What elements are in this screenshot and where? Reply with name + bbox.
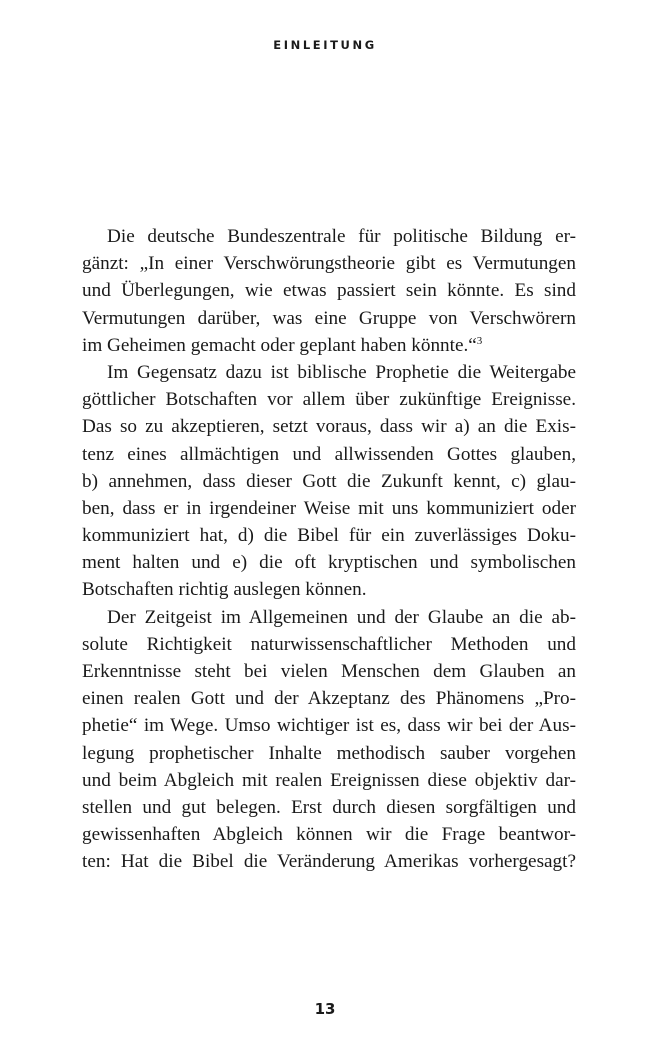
text-line: Erkenntnisse steht bei vielen Menschen dem Glauben an [82,661,576,682]
text-line: ten: Hat die Bibel die Veränderung Amerikas vorhergesagt? [82,851,576,873]
text-line: und Überlegungen, wie etwas passiert sein könnte. Es sind [82,280,576,302]
text-line-content: im Geheimen gemacht oder geplant haben könnte.“ [82,334,477,356]
text-line: Das so zu akzeptieren, setzt voraus, dass wir a) an die Exis- [82,416,576,438]
body-text [82,223,576,876]
text-line: Vermutungen darüber, was eine Gruppe von Verschwörern [82,307,576,329]
running-head: EINLEITUNG [273,38,377,52]
text-line: Im Gegensatz dazu ist biblische Prophetie die Weitergabe [107,361,576,383]
text-line: kommuniziert hat, d) die Bibel für ein zuverlässiges Doku- [82,525,576,547]
text-line: legung prophetischer Inhalte methodisch sauber vorgehen [82,742,576,764]
text-line [82,332,576,359]
text-line: und beim Abgleich mit realen Ereignissen diese objektiv dar- [82,769,576,791]
text-line: einen realen Gott und der Akzeptanz des Phänomens „Pro- [82,688,576,710]
text-line: gewissenhaften Abgleich können wir die Frage beantwor- [82,824,576,846]
text-line: ben, dass er in irgendeiner Weise mit uns kommuniziert oder [82,497,576,519]
text-line: solute Richtigkeit naturwissenschaftlicher Methoden und [82,633,576,655]
text-line: göttlicher Botschaften vor allem über zukünftige Ereignisse. [82,389,576,411]
text-line: tenz eines allmächtigen und allwissenden Gottes glauben, [82,443,576,465]
text-line: b) annehmen, dass dieser Gott die Zukunft kennt, c) glau- [82,470,576,492]
text-line: ment halten und e) die oft kryptischen und symbolischen [82,552,576,574]
text-line: stellen und gut belegen. Erst durch diesen sorgfältigen und [82,796,576,818]
text-line: Der Zeitgeist im Allgemeinen und der Glaube an die ab- [107,606,576,628]
text-line: phetie“ im Wege. Umso wichtiger ist es, dass wir bei der Aus- [82,715,576,737]
text-line: gänzt: „In einer Verschwörungstheorie gibt es Vermutungen [82,253,576,275]
page-number: 13 [314,1000,336,1018]
footnote-reference: 3 [476,334,483,347]
text-line: Botschaften richtig auslegen können. [82,579,367,601]
text-line: Die deutsche Bundeszentrale für politische Bildung er- [107,226,576,247]
